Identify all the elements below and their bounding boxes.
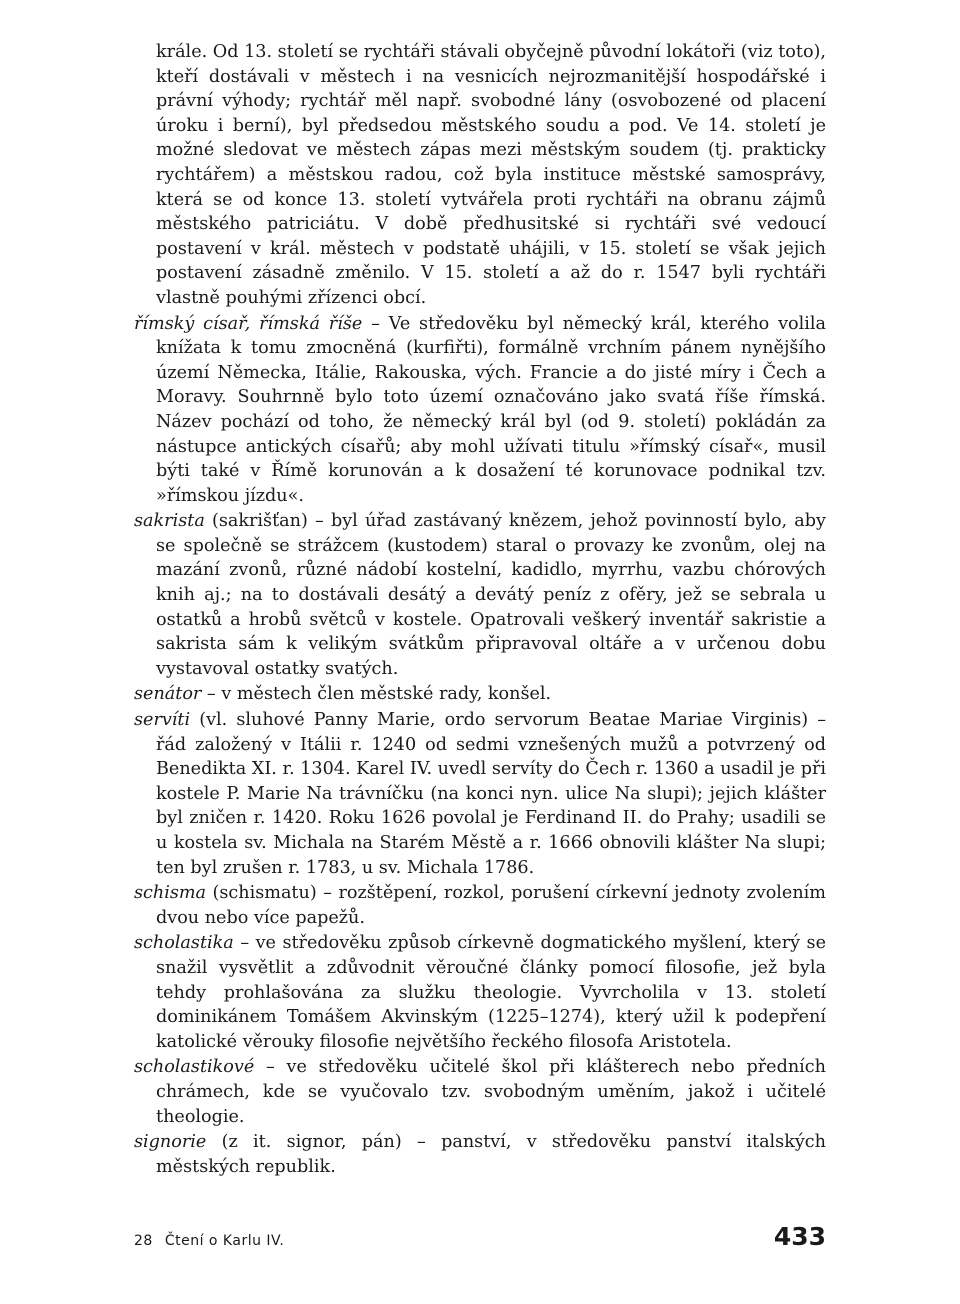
entry-term: signorie	[134, 1132, 207, 1153]
glossary-entry	[134, 881, 826, 930]
glossary-entry	[134, 509, 826, 681]
glossary-text	[134, 40, 826, 1179]
entry-term: sakrista	[134, 511, 205, 532]
glossary-entry	[134, 1055, 826, 1129]
entry-term: senátor	[134, 684, 202, 705]
entry-definition: (z it. signor, pán) – panství, v středověku panství italských městských republik.	[156, 1132, 826, 1177]
glossary-entry	[134, 312, 826, 509]
entry-definition: (vl. sluhové Panny Marie, ordo servorum Beatae Mariae Virginis) – řád založený v Itálii r. 1240 od sedmi vznešených mužů a potvrzený od Benedikta XI. r. 1304. Karel IV. uvedl servíty do Čech r. 1360 a usadil je při kostele P. Marie Na trávníčku (na konci nyn. ulice Na slupi); jejich klášter byl zničen r. 1420. Roku 1626 povolal je Ferdinand II. do Prahy; usadili se u kostela sv. Michala na Starém Městě a r. 1666 obnovili klášter Na slupi; ten byl zrušen r. 1783, u sv. Michala 1786.	[156, 710, 826, 878]
entry-term: římský císař, římská říše	[134, 313, 363, 334]
entry-definition: – v městech člen městské rady, konšel.	[201, 684, 552, 705]
signature-mark: 28	[134, 1233, 153, 1249]
page-footer	[134, 1222, 826, 1251]
glossary-entry	[134, 1130, 826, 1179]
glossary-entry	[134, 931, 826, 1054]
entry-term: scholastika	[134, 933, 234, 954]
entry-definition: (schismatu) – rozštěpení, rozkol, porušení církevní jednoty zvolením dvou nebo více papežů.	[156, 883, 826, 928]
entry-definition: (sakrišťan) – byl úřad zastávaný knězem, jehož povinností bylo, aby se společně se strážcem (kustodem) staral o provazy ke zvonům, olej na mazání zvonů, různé nádobí kostelní, kadidlo, myrrhu, vazbu chórových knih aj.; na to dostávali desátý a devátý peníz z ofěry, jež se sebrala u ostatků a hrobů světců v kostele. Opatrovali veškerý inventář sakristie a sakrista sám k velikým svátkům připravoval oltáře a v určenou dobu vystavoval ostatky svatých.	[156, 511, 826, 679]
intro-paragraph: krále. Od 13. století se rychtáři stávali obyčejně původní lokátoři (viz toto), kteří dostávali v městech i na vesnicích nejrozmanitější hospodářské i právní výhody; rychtář měl např. svobodné lány (osvobozené od placení úroku i berní), byl předsedou městského soudu a pod. Ve 14. století je možné sledovat ve městech zápas mezi městským soudem (tj. prakticky rychtářem) a městskou radou, což byla instituce městské samosprávy, která se od konce 13. století vytvářela proti rychtáři na obranu zájmů městského patriciátu. V době předhusitské si rychtáři své vedoucí postavení v král. městech v podstatě uhájili, v 15. století se však jejich postavení zásadně změnilo. V 15. století a až do r. 1547 byli rychtáři vlastně pouhými zřízenci obcí.	[156, 42, 826, 308]
entry-definition: – Ve středověku byl německý král, kterého volila knížata k tomu zmocněná (kurfiřti), formálně vrchním pánem nynějšího území Německa, Itálie, Rakouska, vých. Francie a do jisté míry i Čech a Moravy. Souhrnně bylo toto území označováno jako svatá říše římská. Název pochází od toho, že německý král byl (od 9. století) pokládán za nástupce antických císařů; aby mohl užívati titulu »římský císař«, musil býti také v Římě korunován a k dosažení té korunovace podnikal tzv. »římskou jízdu«.	[156, 313, 826, 506]
entry-definition: – ve středověku učitelé škol při klášterech nebo předních chrámech, kde se vyučovalo tzv. svobodným uměním, jakož i učitelé theologie.	[156, 1057, 826, 1127]
entry-term: servíti	[134, 710, 191, 731]
glossary-entry	[134, 708, 826, 880]
book-title: Čtení o Karlu IV.	[164, 1233, 285, 1249]
page-number: 433	[773, 1222, 826, 1251]
entry-term: schisma	[134, 883, 207, 904]
entry-term: scholastikové	[134, 1057, 255, 1078]
footer-signature	[134, 1233, 284, 1249]
glossary-entry	[134, 682, 826, 707]
entry-definition: – ve středověku způsob církevně dogmatického myšlení, který se snažil vysvětlit a zdůvodnit věroučné články pomocí filosofie, jež byla tehdy prohlašována za služku theologie. Vyvrcholila v 13. století dominikánem Tomášem Akvinským (1225–1274), který užil k podepření katolické věrouky filosofie největšího řeckého filosofa Aristotela.	[156, 933, 826, 1052]
